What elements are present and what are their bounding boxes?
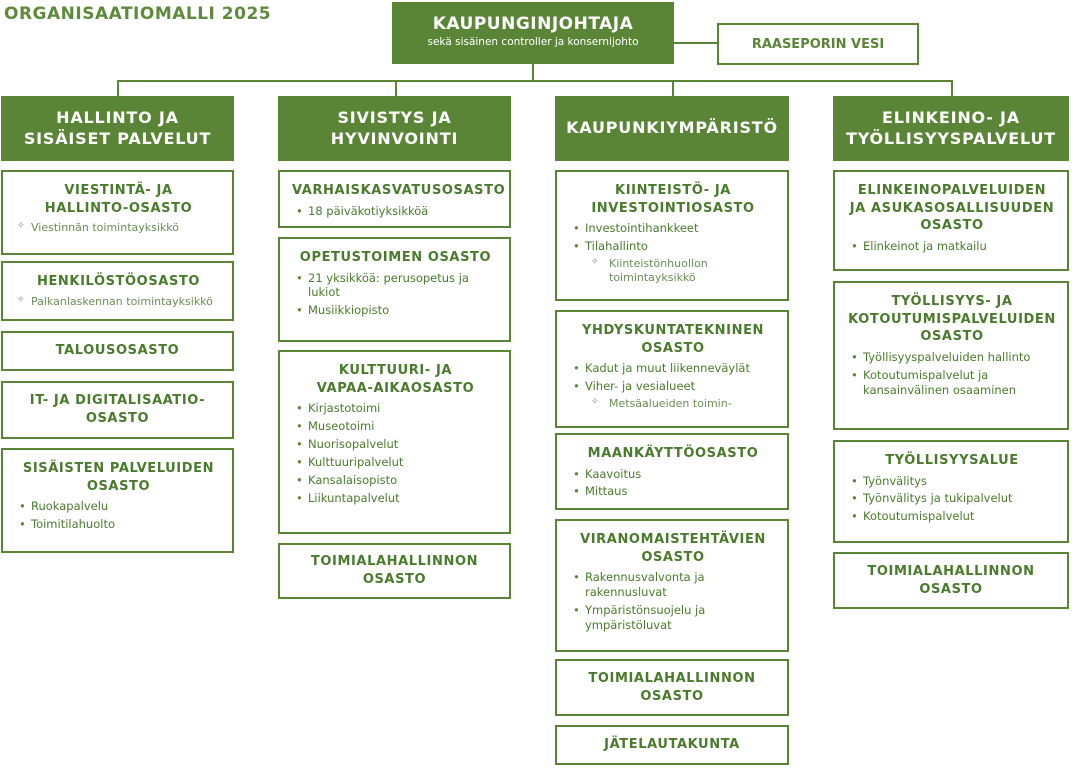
connector-dept-0 [117,80,119,97]
unit-item-list [847,350,1057,398]
unit-box [833,170,1069,271]
unit-box [833,440,1069,543]
unit-item: • Viher- ja vesialueet [569,379,777,394]
unit-item: • Toimitilahuolto [15,517,222,532]
unit-item-list [15,295,222,309]
unit-title-line: HALLINTO-OSASTO [44,200,193,216]
unit-item-list [847,474,1057,525]
unit-title-line: TOIMIALAHALLINNON [867,563,1035,579]
dept-header-line: HYVINVOINTI [330,128,459,148]
unit-item-list [569,467,777,500]
unit-title-line: JÄTELAUTAKUNTA [604,737,740,753]
unit-title-line: OSASTO [641,549,705,565]
unit-title-line: OSASTO [640,688,704,704]
unit-title-line: TYÖLLISYYSALUE [885,453,1019,468]
unit-item: • Kirjastotoimi [292,401,499,416]
dept-header-line: SISÄISET PALVELUT [23,128,212,148]
unit-title-line: ELINKEINOPALVELUIDEN [857,183,1047,198]
unit-box [278,237,511,342]
unit-title-line: TOIMIALAHALLINNON [310,554,479,570]
unit-item: • Elinkeinot ja matkailu [847,239,1057,254]
unit-item-list [569,361,777,411]
unit-title [292,182,506,200]
unit-title-line: KULTTUURI- JA [338,363,453,378]
dept-header-line: SIVISTYS JA [337,107,452,127]
unit-box [1,381,234,439]
dept-header-3 [833,96,1069,161]
side-unit-box: RAASEPORIN VESI [717,23,919,65]
unit-item-list [292,401,499,506]
unit-title-line: SISÄISTEN PALVELUIDEN [22,461,215,476]
unit-item: • Rakennusvalvonta ja rakennusluvat [569,570,777,600]
unit-item-list [15,221,222,235]
unit-item: • Tilahallinto [569,239,777,254]
unit-item-list [292,271,499,319]
unit-item: • Kansalaisopisto [292,473,499,488]
unit-item: • Ympäristönsuojelu ja ympäristöluvat [569,603,777,633]
unit-box [278,170,511,228]
connector-dept-1 [395,80,397,97]
unit-item: • Liikuntapalvelut [292,491,499,506]
unit-box [555,519,789,652]
unit-title-line: OSASTO [919,581,983,597]
unit-title [847,182,1057,235]
unit-title [867,563,1034,598]
dept-header-2 [555,96,789,161]
page-title: ORGANISAATIOMALLI 2025 [4,4,272,24]
unit-title [569,322,777,357]
unit-box [278,543,511,599]
unit-title-line: OSASTO [920,329,984,345]
unit-box [555,433,789,510]
unit-item: • Mittaus [569,484,777,499]
unit-title [569,182,777,217]
unit-title-line: INVESTOINTIOSASTO [591,200,755,216]
unit-title [292,249,499,267]
connector-dept-2 [672,80,674,97]
unit-box [555,310,789,428]
unit-title [15,273,222,291]
dept-header-line: KAUPUNKIYMPÄRISTÖ [566,118,778,138]
unit-title-line: OSASTO [920,218,984,234]
unit-item: • Työllisyyspalveluiden hallinto [847,350,1057,365]
unit-item: • Ruokapalvelu [15,499,222,514]
connector-horizontal [117,80,951,82]
unit-item-list [847,239,1057,254]
unit-title-line: MAANKÄYTTÖOSASTO [587,446,759,461]
unit-title-line: OSASTO [641,340,705,356]
unit-item: • 21 yksikköä: perusopetus ja lukiot [292,271,499,301]
unit-box [278,350,511,534]
unit-title-line: VAPAA-AIKAOSASTO [316,380,475,396]
unit-title [292,362,499,397]
unit-title-line: OSASTO [85,411,150,426]
unit-item-list [15,499,222,532]
unit-item: • 18 päiväkotiyksikköä [292,204,499,219]
unit-item: • Museotoimi [292,419,499,434]
unit-item: • Työnvälitys ja tukipalvelut [847,491,1057,506]
unit-box [1,448,234,553]
unit-title-line: OSASTO [362,572,427,587]
unit-item: • Nuorisopalvelut [292,437,499,452]
unit-title-line: HENKILÖSTÖOSASTO [36,274,201,289]
unit-title [56,342,180,360]
mayor-subtitle: sekä sisäinen controller ja konsernijohto [427,36,639,48]
unit-title-line: OPETUSTOIMEN OSASTO [299,250,492,265]
unit-item-list [292,204,499,219]
unit-title-line: JA ASUKASOSALLISUUDEN [849,200,1055,216]
unit-item: • Investointihankkeet [569,221,777,236]
unit-title [569,531,777,566]
unit-box [1,170,234,255]
unit-title-line: KIINTEISTÖ- JA [615,183,731,198]
unit-box [555,659,789,716]
unit-title [588,670,755,705]
dept-header-1 [278,96,511,161]
unit-item: • Musiikkiopisto [292,303,499,318]
unit-title [604,736,740,754]
unit-item: ✧ Kiinteistönhuollon toimintayksikkö [569,257,777,286]
unit-item: • Kulttuuripalvelut [292,455,499,470]
unit-title [30,392,205,427]
unit-item: ✧ Viestinnän toimintayksikkö [15,221,222,235]
mayor-title: KAUPUNGINJOHTAJA [432,14,634,34]
unit-title [15,182,222,217]
dept-header-0 [1,96,234,161]
unit-box [555,170,789,301]
unit-item: • Työnvälitys [847,474,1057,489]
unit-title [311,553,478,588]
unit-item-list [569,570,777,633]
mayor-box [392,2,674,64]
unit-box [833,552,1069,609]
unit-item: ✧ Palkanlaskennan toimintayksikkö [15,295,222,309]
connector-water [674,42,718,44]
unit-box [1,331,234,371]
unit-title-line: OSASTO [86,478,151,494]
unit-title [847,452,1057,470]
unit-title-line: VIRANOMAISTEHTÄVIEN [580,532,766,547]
unit-item: ✧ Metsäalueiden toimin- [569,397,777,411]
unit-box [1,261,234,321]
unit-title [569,445,777,463]
unit-item: • Kotoutumispalvelut [847,509,1057,524]
unit-box [833,281,1069,430]
dept-header-line: HALLINTO JA [56,107,179,127]
unit-item: • Kadut ja muut liikenneväylät [569,361,777,376]
unit-item: • Kotoutumispalvelut ja kansainvälinen osaaminen [847,368,1057,398]
unit-title-line: TYÖLLISYYS- JA [891,294,1013,309]
unit-title-line: KOTOUTUMISPALVELUIDEN [848,311,1056,327]
dept-header-line: TYÖLLISYYSPALVELUT [846,128,1056,148]
unit-title-line: TOIMIALAHALLINNON [588,670,756,686]
unit-box [555,725,789,765]
unit-title [15,460,222,495]
unit-title-line: YHDYSKUNTATEKNINEN [581,323,765,338]
unit-title-line: IT- JA DIGITALISAATIO- [29,393,206,409]
unit-item: • Kaavoitus [569,467,777,482]
unit-title [847,293,1057,346]
unit-title-line: VIESTINTÄ- JA [64,183,173,198]
unit-item-list [569,221,777,285]
connector-dept-3 [951,80,953,97]
dept-header-line: ELINKEINO- JA [882,107,1020,127]
unit-title-line: VARHAISKASVATUSOSASTO [292,183,506,198]
unit-title-line: TALOUSOSASTO [55,343,180,359]
